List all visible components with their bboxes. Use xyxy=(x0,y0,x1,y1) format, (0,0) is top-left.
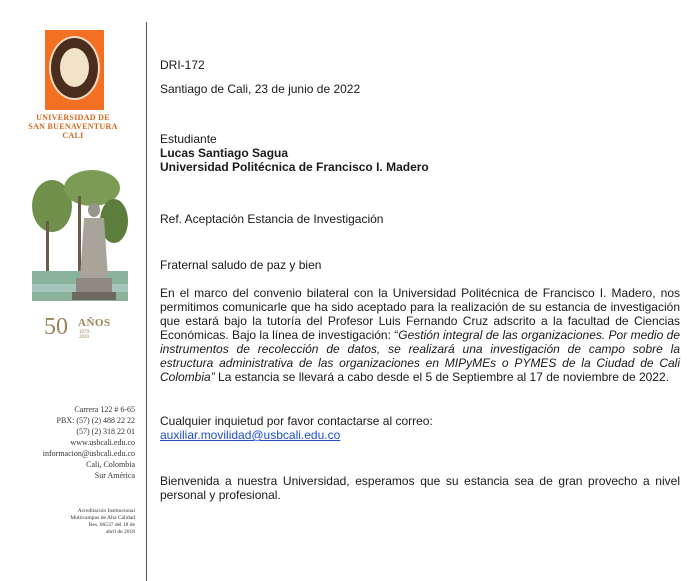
address-line: PBX: (57) (2) 488 22 22 xyxy=(56,416,135,425)
research-line-italic: Gestión integral de las organizaciones. Por medio de instrumentos de recolección de datos, se realizará una investigación de campo sobre la estructura administrativa de las organizaciones en MIPyMEs o PYMES de la Ciudad de Cali Colombia” xyxy=(160,328,680,384)
university-name-line: CALI xyxy=(62,131,84,140)
university-seal-logo xyxy=(45,30,104,110)
recipient-block xyxy=(160,132,680,174)
accreditation-line: abril de 2018 xyxy=(105,529,135,535)
anniversary-years: 1970-2020 xyxy=(79,330,91,340)
address-line: www.usbcali.edu.co xyxy=(70,438,135,447)
accreditation-line: Res. 06537 del 18 de xyxy=(88,522,135,528)
university-name xyxy=(0,113,146,140)
seal-figure xyxy=(60,48,89,87)
anniversary-word: AÑOS xyxy=(78,317,111,329)
body-intro: En el marco del convenio bilateral con la Universidad Politécnica de Francisco I. Madero, nos permitimos comunicarle que ha sido aceptado para la realización de su estancia de investigación que estará bajo la tutoría del Profesor Luis Fernando Cruz adscrito a la facultad de Ciencias Económicas. Bajo la línea de investigación: “ xyxy=(160,286,680,342)
contact-address-block xyxy=(43,404,135,481)
recipient-name: Lucas Santiago Sagua xyxy=(160,146,289,160)
reference-code: DRI-172 xyxy=(160,58,205,72)
address-line: (57) (2) 318 22 01 xyxy=(76,427,135,436)
contact-text: Cualquier inquietud por favor contactarse al correo: xyxy=(160,414,433,428)
university-name-line: UNIVERSIDAD DE xyxy=(36,113,110,122)
university-name-line: SAN BUENAVENTURA xyxy=(28,122,118,131)
address-line: informacion@usbcali.edu.co xyxy=(42,449,135,458)
sidebar-divider xyxy=(146,22,147,581)
campus-statue-photo xyxy=(32,166,128,311)
subject-line: Ref. Aceptación Estancia de Investigación xyxy=(160,212,384,226)
seal-emblem xyxy=(49,36,100,100)
address-line: Sur América xyxy=(94,471,135,480)
contact-email-link[interactable]: auxiliar.movilidad@usbcali.edu.co xyxy=(160,428,341,442)
body-paragraph xyxy=(160,286,680,384)
body-end: La estancia se llevará a cabo desde el 5 de Septiembre al 17 de noviembre de 2022. xyxy=(214,370,669,384)
recipient-organization: Universidad Politécnica de Francisco I. Madero xyxy=(160,160,429,174)
place-date: Santiago de Cali, 23 de junio de 2022 xyxy=(160,82,361,96)
recipient-role: Estudiante xyxy=(160,132,217,146)
contact-block xyxy=(160,414,680,442)
greeting: Fraternal saludo de paz y bien xyxy=(160,258,322,272)
address-line: Cali, Colombia xyxy=(86,460,135,469)
address-line: Carrera 122 # 6-65 xyxy=(74,405,135,414)
accreditation-note xyxy=(0,508,135,536)
letterhead-sidebar xyxy=(0,0,146,581)
accreditation-line: Acreditación Institucional xyxy=(77,508,135,514)
accreditation-line: Multicampus de Alta Calidad xyxy=(70,515,135,521)
anniversary-number: 50 xyxy=(44,314,68,340)
closing-paragraph: Bienvenida a nuestra Universidad, esperamos que su estancia sea de gran provecho a nivel personal y profesional. xyxy=(160,474,680,502)
anniversary-mark xyxy=(44,313,111,341)
